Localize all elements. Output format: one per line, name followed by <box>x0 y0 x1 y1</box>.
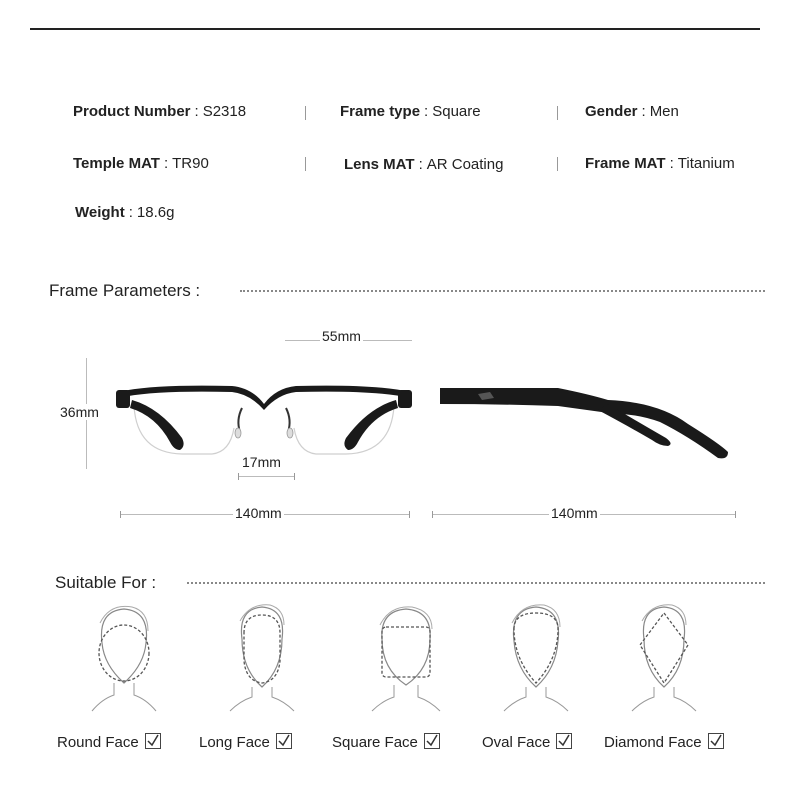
face-label-round: Round Face <box>57 733 161 751</box>
spec-weight: Weight : 18.6g <box>75 204 175 221</box>
temple-length-tick <box>432 511 433 518</box>
bridge-line <box>238 476 295 477</box>
spec-frame-mat: Frame MAT : Titanium <box>585 155 735 172</box>
glasses-front-view <box>112 378 416 462</box>
diamond-face-icon <box>624 603 704 713</box>
square-face-icon <box>366 603 446 713</box>
frame-width-tick <box>120 511 121 518</box>
frame-width-label: 140mm <box>235 505 282 521</box>
bridge-tick <box>294 473 295 480</box>
check-icon <box>556 733 572 749</box>
lens-width-label: 55mm <box>322 328 361 344</box>
spec-product-number: Product Number : S2318 <box>73 103 247 120</box>
spec-frame-type: Frame type : Square <box>340 103 481 120</box>
temple-length-tick <box>735 511 736 518</box>
face-label-oval: Oval Face <box>482 733 572 751</box>
check-icon <box>145 733 161 749</box>
frame-width-tick <box>409 511 410 518</box>
dotted-divider <box>187 582 765 584</box>
spec-gender: Gender : Men <box>585 103 679 120</box>
temple-length-label: 140mm <box>551 505 598 521</box>
face-label-diamond: Diamond Face <box>604 733 724 751</box>
long-face-icon <box>222 603 302 713</box>
dotted-divider <box>240 290 765 292</box>
frame-parameters-title: Frame Parameters : <box>49 281 201 300</box>
check-icon <box>424 733 440 749</box>
spec-separator <box>305 157 306 171</box>
face-label-long: Long Face <box>199 733 292 751</box>
oval-face-icon <box>496 603 576 713</box>
spec-separator <box>305 106 306 120</box>
check-icon <box>708 733 724 749</box>
glasses-side-view <box>438 384 732 462</box>
spec-lens-mat: Lens MAT : AR Coating <box>344 156 504 173</box>
bridge-tick <box>238 473 239 480</box>
round-face-icon <box>84 603 164 713</box>
suitable-for-title: Suitable For : <box>55 573 157 592</box>
spec-separator <box>557 106 558 120</box>
face-label-square: Square Face <box>332 733 440 751</box>
bridge-label: 17mm <box>242 454 281 470</box>
spec-temple-mat: Temple MAT : TR90 <box>73 155 209 172</box>
check-icon <box>276 733 292 749</box>
top-divider <box>30 28 760 30</box>
lens-height-label: 36mm <box>60 404 99 420</box>
spec-separator <box>557 157 558 171</box>
